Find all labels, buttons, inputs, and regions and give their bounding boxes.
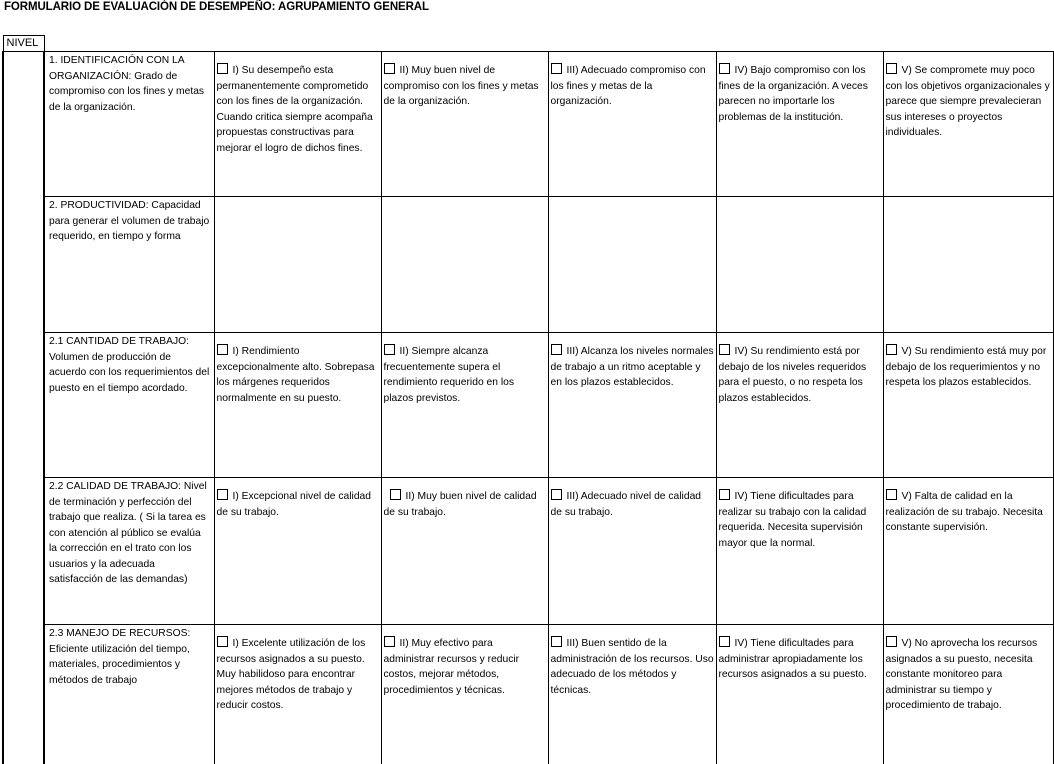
checkbox[interactable] bbox=[719, 636, 730, 647]
option-text: II) Siempre alcanza frecuentemente supera el rendimiento requerido en los plazos previstos. bbox=[384, 346, 515, 404]
header-spacer bbox=[44, 36, 1053, 52]
option-cell bbox=[548, 333, 716, 478]
table-row bbox=[3, 625, 1053, 764]
option-cell bbox=[548, 478, 716, 625]
option-cell bbox=[716, 52, 883, 197]
empty-cell bbox=[716, 197, 883, 333]
table-row bbox=[3, 52, 1053, 197]
option-text: II) Muy buen nivel de calidad de su trabajo. bbox=[384, 491, 537, 518]
checkbox[interactable] bbox=[217, 636, 228, 647]
option-text: IV) Tiene dificultades para administrar apropiadamente los recursos asignados a su puesto. bbox=[719, 638, 867, 680]
option-cell bbox=[214, 478, 381, 625]
option-text: I) Su desempeño esta permanentemente comprometido con los fines de la organización. Cuando critica siempre acompaña propuestas constructivas para mejorar el logro de dichos fines. bbox=[217, 65, 373, 154]
empty-cell bbox=[883, 197, 1053, 333]
table-row bbox=[3, 197, 1053, 333]
option-text: III) Buen sentido de la administración de los recursos. Uso adecuado de los métodos y técnicas. bbox=[551, 638, 714, 696]
criterion-cell: 2.2 CALIDAD DE TRABAJO: Nivel de terminación y perfección del trabajo que realiza. ( Si la tarea es con atención al público se evalúa la corrección en el trato con los usuarios y la adecuada satisfacción de las demandas) bbox=[44, 478, 214, 625]
criterion-cell: 1. IDENTIFICACIÓN CON LA ORGANIZACIÓN: Grado de compromiso con los fines y metas de la organización. bbox=[44, 52, 214, 197]
checkbox[interactable] bbox=[719, 344, 730, 355]
option-text: V) Se compromete muy poco con los objetivos organizacionales y parece que siempre prevalecieran sus intereses o proyectos individuales. bbox=[886, 65, 1050, 138]
checkbox[interactable] bbox=[390, 489, 401, 500]
option-cell bbox=[716, 333, 883, 478]
checkbox[interactable] bbox=[384, 63, 395, 74]
option-cell bbox=[214, 52, 381, 197]
option-text: I) Excelente utilización de los recursos asignados a su puesto. Muy habilidoso para encontrar mejores métodos de trabajo y reducir costos. bbox=[217, 638, 366, 711]
criterion-cell: 2.3 MANEJO DE RECURSOS: Eficiente utilización del tiempo, materiales, procedimientos y métodos de trabajo bbox=[44, 625, 214, 764]
option-text: IV) Tiene dificultades para realizar su trabajo con la calidad requerida. Necesita supervisión mayor que la normal. bbox=[719, 491, 867, 549]
checkbox[interactable] bbox=[384, 344, 395, 355]
option-text: V) No aprovecha los recursos asignados a su puesto, necesita constante monitoreo para administrar su tiempo y procedimiento de trabajo. bbox=[886, 638, 1038, 711]
nivel-column[interactable] bbox=[3, 52, 44, 764]
table-row bbox=[3, 333, 1053, 478]
option-cell bbox=[548, 52, 716, 197]
option-text: V) Su rendimiento está muy por debajo de los requerimientos y no respeta los plazos establecidos. bbox=[886, 346, 1047, 388]
checkbox[interactable] bbox=[886, 63, 897, 74]
checkbox[interactable] bbox=[217, 344, 228, 355]
option-cell bbox=[883, 625, 1053, 764]
option-text: III) Alcanza los niveles normales de trabajo a un ritmo aceptable y en los plazos establecidos. bbox=[551, 346, 714, 388]
checkbox[interactable] bbox=[217, 63, 228, 74]
checkbox[interactable] bbox=[217, 489, 228, 500]
checkbox[interactable] bbox=[551, 344, 562, 355]
empty-cell bbox=[381, 197, 548, 333]
checkbox[interactable] bbox=[886, 489, 897, 500]
option-cell bbox=[548, 625, 716, 764]
checkbox[interactable] bbox=[719, 63, 730, 74]
form-title: FORMULARIO DE EVALUACIÓN DE DESEMPEÑO: AGRUPAMIENTO GENERAL bbox=[4, 1, 429, 13]
option-cell bbox=[716, 625, 883, 764]
option-cell bbox=[381, 52, 548, 197]
empty-cell bbox=[214, 197, 381, 333]
checkbox[interactable] bbox=[551, 489, 562, 500]
option-cell bbox=[883, 478, 1053, 625]
checkbox[interactable] bbox=[551, 636, 562, 647]
option-text: V) Falta de calidad en la realización de su trabajo. Necesita constante supervisión. bbox=[886, 491, 1043, 533]
checkbox[interactable] bbox=[719, 489, 730, 500]
criterion-cell: 2. PRODUCTIVIDAD: Capacidad para generar el volumen de trabajo requerido, en tiempo y forma bbox=[44, 197, 214, 333]
option-cell bbox=[381, 333, 548, 478]
option-text: I) Excepcional nivel de calidad de su trabajo. bbox=[217, 491, 372, 518]
checkbox[interactable] bbox=[886, 344, 897, 355]
table-row bbox=[3, 478, 1053, 625]
option-cell bbox=[716, 478, 883, 625]
empty-cell bbox=[548, 197, 716, 333]
option-cell bbox=[214, 333, 381, 478]
evaluation-table bbox=[2, 35, 1054, 764]
option-text: III) Adecuado nivel de calidad de su trabajo. bbox=[551, 491, 702, 518]
checkbox[interactable] bbox=[551, 63, 562, 74]
option-cell bbox=[883, 52, 1053, 197]
option-cell bbox=[214, 625, 381, 764]
option-text: IV) Su rendimiento está por debajo de los niveles requeridos para el puesto, o no respeta los plazos establecidos. bbox=[719, 346, 867, 404]
option-cell bbox=[381, 478, 548, 625]
checkbox[interactable] bbox=[886, 636, 897, 647]
option-text: I) Rendimiento excepcionalmente alto. Sobrepasa los márgenes requeridos normalmente en su puesto. bbox=[217, 346, 375, 404]
checkbox[interactable] bbox=[384, 636, 395, 647]
option-cell bbox=[381, 625, 548, 764]
option-text: IV) Bajo compromiso con los fines de la organización. A veces parecen no importarle los problemas de la institución. bbox=[719, 65, 868, 123]
option-cell bbox=[883, 333, 1053, 478]
criterion-cell: 2.1 CANTIDAD DE TRABAJO: Volumen de producción de acuerdo con los requerimientos del puesto en el tiempo acordado. bbox=[44, 333, 214, 478]
option-text: II) Muy efectivo para administrar recursos y reducir costos, mejorar métodos, procedimientos y técnicas. bbox=[384, 638, 520, 696]
option-text: II) Muy buen nivel de compromiso con los fines y metas de la organización. bbox=[384, 65, 539, 107]
option-text: III) Adecuado compromiso con los fines y metas de la organización. bbox=[551, 65, 706, 107]
nivel-header: NIVEL bbox=[3, 36, 44, 52]
